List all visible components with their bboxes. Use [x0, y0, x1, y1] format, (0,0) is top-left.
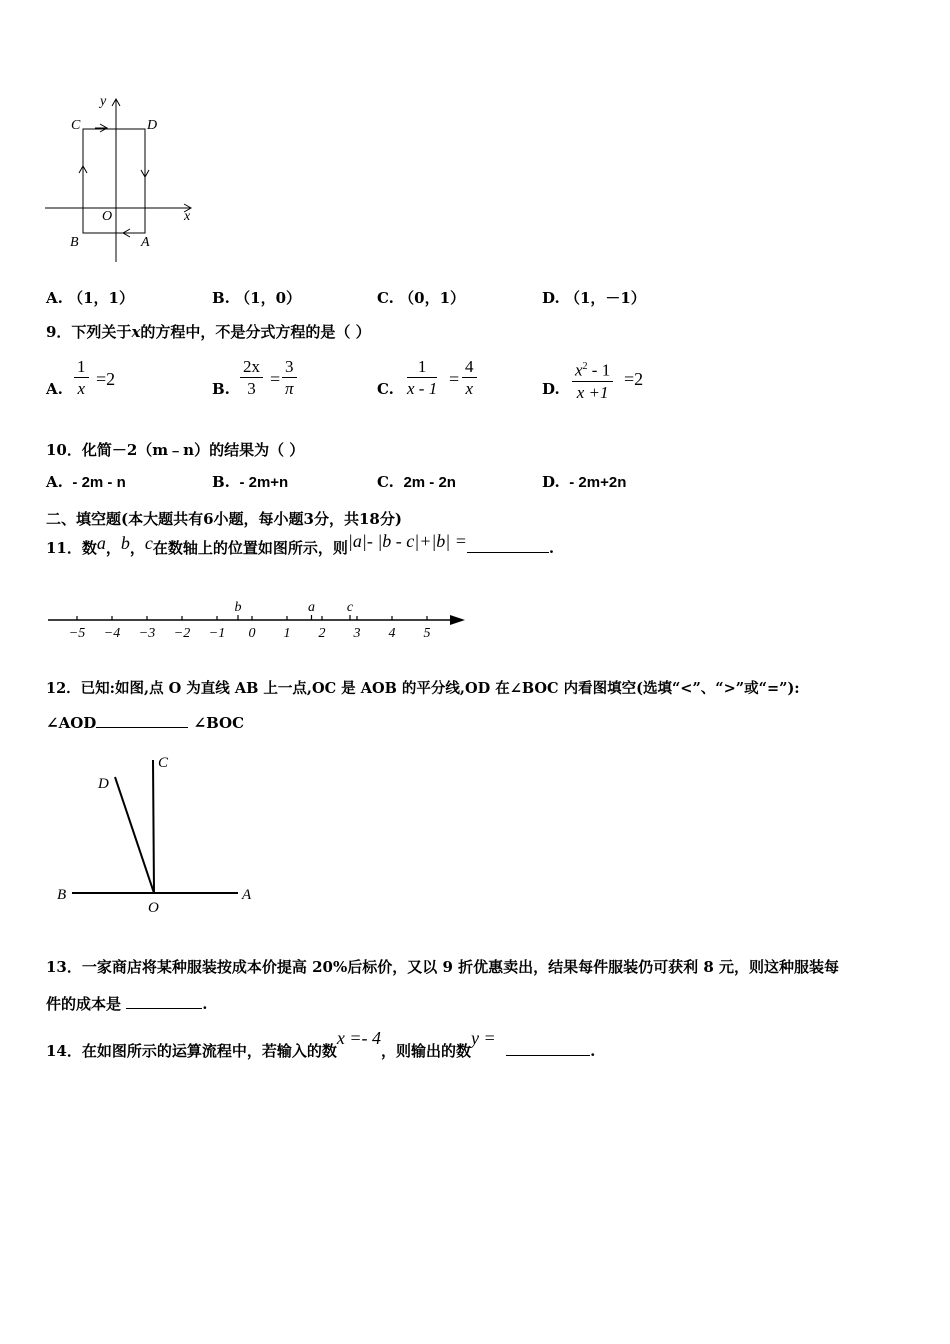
equals: =: [270, 369, 281, 389]
option-label: A.: [46, 380, 63, 398]
number-line-figure: [40, 594, 480, 646]
label-c: C: [158, 755, 169, 771]
number-line-tick-label: −3: [138, 626, 156, 641]
option-text: - 2m+2n: [569, 474, 627, 491]
q8-option-a[interactable]: [46, 287, 134, 308]
q12-answer-line: [46, 713, 244, 732]
number-line-tick-label: 1: [283, 626, 291, 641]
equals: =: [449, 369, 460, 389]
label-o: O: [148, 900, 159, 916]
option-label: C.: [377, 473, 394, 491]
var-b: b: [120, 533, 130, 553]
option-text: - 2m - n: [72, 474, 126, 491]
separator: ，: [105, 539, 121, 557]
q13-line2-text: 件的成本是: [46, 995, 122, 1013]
option-text: （1，－1）: [564, 289, 646, 307]
q11-expression: |a|- |b - c|+|b| =: [347, 531, 467, 551]
q10-option-d[interactable]: [542, 473, 626, 491]
number-line-tick-label: 3: [353, 626, 361, 641]
section-heading-fill-in: 二、填空题(本大题共有6小题，每小题3分，共18分): [46, 510, 402, 528]
q14-mid: ，则输出的数: [381, 1042, 472, 1060]
q14-input-expression: x =- 4: [336, 1028, 382, 1048]
option-text: （1，1）: [68, 289, 134, 307]
q10-option-c[interactable]: [377, 473, 456, 491]
denominator: 3: [247, 379, 256, 398]
number-line-tick-label: 2: [318, 626, 326, 641]
number-line-point-label: b: [234, 600, 242, 615]
rhs: =2: [624, 369, 644, 389]
q14-output-expression: y =: [471, 1028, 496, 1048]
numerator-exponent: 2: [582, 361, 588, 372]
q12-stem: 12．已知:如图,点 O 为直线 AB 上一点,OC 是 AOB 的平分线,OD 在∠BOC 内看图填空(选填“<”、“>”或“=”):: [46, 680, 800, 697]
numerator: 1: [407, 357, 437, 378]
answer-blank[interactable]: [467, 538, 549, 553]
label-b: B: [57, 887, 67, 903]
fraction: [282, 357, 297, 400]
option-label: C.: [377, 380, 394, 398]
label-d: D: [98, 776, 109, 792]
q9-option-b[interactable]: [212, 355, 362, 405]
numerator: 3: [282, 357, 297, 378]
number-line-arrow: [450, 615, 465, 625]
label-b: B: [70, 235, 79, 250]
option-label: C.: [377, 289, 394, 307]
separator: ，: [129, 539, 145, 557]
option-label: B.: [212, 380, 230, 398]
label-o: O: [102, 209, 113, 224]
numerator: 4: [462, 357, 477, 378]
angle-figure: [50, 750, 265, 920]
q8-option-c[interactable]: [377, 287, 465, 308]
label-d: D: [147, 118, 158, 133]
number-line-tick-label: 5: [423, 626, 431, 641]
option-label: D.: [542, 473, 560, 491]
number-line-tick-label: 4: [388, 626, 396, 641]
q9-stem-var: x: [131, 323, 141, 341]
option-text: （0，1）: [399, 289, 466, 307]
var-c: c: [144, 533, 153, 553]
rectangle-path-figure: [40, 92, 200, 267]
option-label: D.: [542, 289, 560, 307]
q9-stem-post: 的方程中，不是分式方程的是（ ）: [140, 323, 371, 341]
fraction: [74, 357, 89, 400]
q11-end: .: [548, 539, 555, 557]
q13-line2: [46, 993, 207, 1014]
number-line-tick-label: −2: [173, 626, 191, 641]
option-text: （1，0）: [235, 289, 302, 307]
denominator: x - 1: [407, 379, 438, 398]
rhs: =2: [96, 369, 116, 389]
option-text: 2m - 2n: [403, 474, 456, 491]
q11-stem: [46, 531, 555, 567]
answer-blank[interactable]: [506, 1041, 590, 1056]
q10-stem: 10．化简－2（m﹣n）的结果为（ ）: [46, 441, 305, 459]
number-line-point-label: c: [346, 600, 354, 615]
q13-line1: 13．一家商店将某种服装按成本价提高 20%后标价，又以 9 折优惠卖出，结果每件服装仍可获利 8 元，则这种服装每: [46, 958, 839, 976]
number-line-tick-label: −5: [68, 626, 86, 641]
rectangle-abcd: [83, 129, 145, 233]
q10-option-a[interactable]: [46, 473, 126, 491]
q9-option-a[interactable]: [46, 355, 196, 405]
q9-stem: [46, 321, 371, 342]
q10-option-b[interactable]: [212, 473, 288, 491]
option-label: A.: [46, 289, 63, 307]
numerator: 1: [74, 357, 89, 378]
q9-stem-pre: 9．下列关于: [46, 323, 132, 341]
q8-option-b[interactable]: [212, 287, 301, 308]
q8-option-d[interactable]: [542, 287, 646, 308]
answer-blank[interactable]: [126, 994, 202, 1009]
q13-end: .: [202, 995, 208, 1013]
q14-pre: 14．在如图所示的运算流程中，若输入的数: [46, 1042, 337, 1060]
numerator-base: x: [575, 360, 583, 380]
number-line-tick-label: −4: [103, 626, 121, 641]
angle-aod: ∠AOD: [46, 714, 97, 732]
q14-stem: [46, 1028, 595, 1060]
fraction: [407, 357, 437, 400]
q11-pre: 11．数: [46, 539, 97, 557]
fraction: [240, 357, 263, 400]
label-y: y: [100, 94, 107, 109]
denominator: x +1: [576, 382, 609, 402]
option-text: - 2m+n: [239, 474, 289, 491]
answer-blank[interactable]: [96, 713, 188, 728]
option-label: A.: [46, 473, 63, 491]
label-a: A: [242, 887, 252, 903]
number-line-tick-label: 0: [248, 626, 256, 641]
option-label: B.: [212, 473, 230, 491]
denominator: x: [77, 379, 86, 398]
ray-oc: [153, 760, 154, 893]
number-line-point-label: a: [308, 600, 315, 615]
label-a: A: [141, 235, 150, 250]
denominator: x: [465, 379, 474, 398]
denominator: π: [284, 379, 294, 398]
angle-boc: ∠BOC: [193, 714, 245, 732]
q11-mid: 在数轴上的位置如图所示，则: [152, 539, 348, 557]
fraction: [572, 357, 613, 404]
option-label: B.: [212, 289, 230, 307]
numerator: 2x: [240, 357, 263, 378]
q9-option-c[interactable]: [377, 355, 527, 405]
label-c: C: [71, 118, 81, 133]
q14-end: .: [590, 1042, 596, 1060]
ray-od: [115, 777, 154, 893]
number-line-tick-label: −1: [208, 626, 226, 641]
fraction: [462, 357, 477, 400]
var-a: a: [96, 533, 106, 553]
option-label: D.: [542, 380, 560, 398]
label-x: x: [184, 209, 191, 224]
numerator-rest: - 1: [587, 360, 611, 380]
q9-option-d[interactable]: [542, 355, 692, 405]
